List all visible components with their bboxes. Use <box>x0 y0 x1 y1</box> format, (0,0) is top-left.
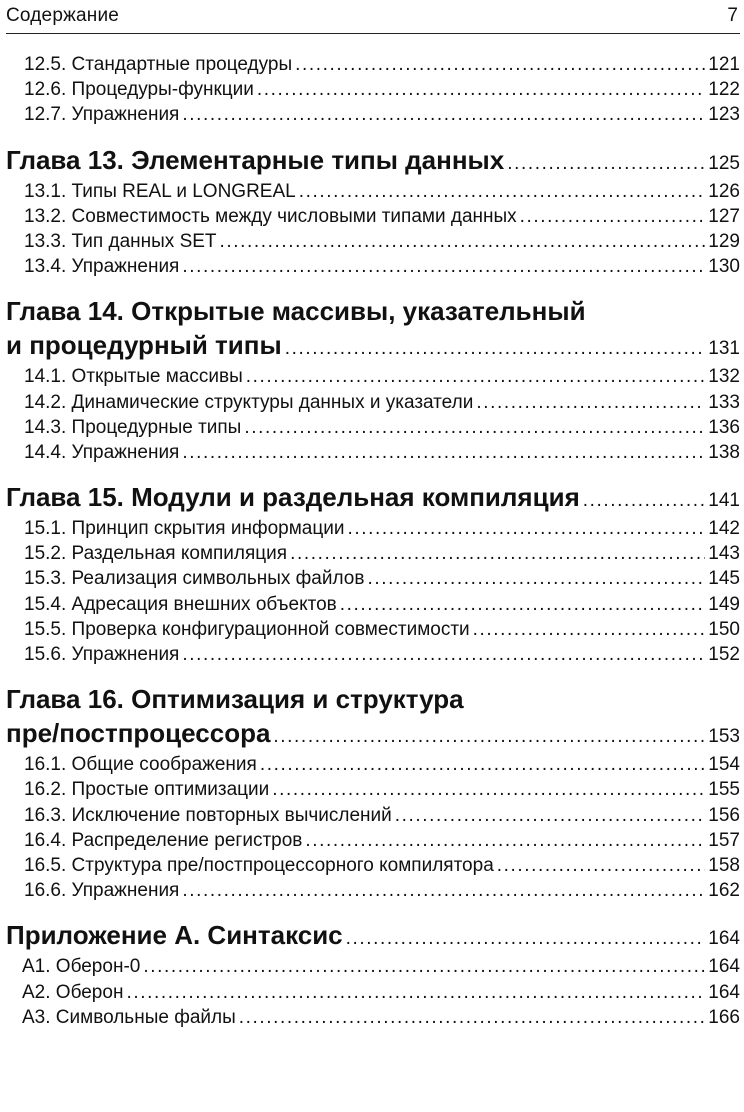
toc-entry[interactable] <box>0 1005 744 1030</box>
chapter-block <box>0 684 744 903</box>
toc-entry[interactable] <box>0 254 744 279</box>
toc-entry[interactable] <box>0 440 744 465</box>
toc-entry-label: А1. Оберон-0 <box>22 956 141 978</box>
toc-entry-page: 166 <box>708 1006 740 1028</box>
chapter-page: 141 <box>708 490 740 512</box>
toc-entry-page: 126 <box>708 180 740 202</box>
dot-leader <box>367 566 705 591</box>
toc-entry-label: 14.3. Процедурные типы <box>24 416 242 438</box>
toc-entry[interactable] <box>0 752 744 777</box>
toc-entry-label: 14.1. Открытые массивы <box>24 366 243 388</box>
dot-leader <box>143 954 705 979</box>
chapter-page: 125 <box>708 152 740 174</box>
toc-entry-page: 130 <box>708 256 740 278</box>
dot-leader <box>583 485 706 516</box>
toc-entry-page: 121 <box>708 54 740 75</box>
toc-entry-label: 16.2. Простые оптимизации <box>24 779 270 801</box>
dot-leader <box>220 229 706 254</box>
toc-entry-label: 13.1. Типы REAL и LONGREAL <box>24 180 296 202</box>
chapter-entry[interactable] <box>0 920 744 954</box>
toc-entry-label: 15.2. Раздельная компиляция <box>24 543 288 565</box>
dot-leader <box>340 592 706 617</box>
toc-entry-page: 157 <box>708 829 740 851</box>
dot-leader <box>182 102 705 127</box>
toc-entry-page: 142 <box>708 518 740 540</box>
chapter-title: Глава 13. Элементарные типы данных <box>6 144 505 175</box>
toc-entry[interactable] <box>0 954 744 979</box>
chapter-block <box>0 482 744 667</box>
chapter-entry[interactable] <box>0 718 744 752</box>
toc-entry[interactable] <box>0 617 744 642</box>
toc-entry[interactable] <box>0 516 744 541</box>
chapter-page: 164 <box>708 928 740 950</box>
dot-leader <box>257 77 705 102</box>
chapter-title: Глава 15. Модули и раздельная компиляция <box>6 482 580 513</box>
toc-entry-page: 145 <box>708 568 740 590</box>
toc-entry-page: 156 <box>708 804 740 826</box>
dot-leader <box>126 980 705 1005</box>
dot-leader <box>290 541 705 566</box>
dot-leader <box>273 721 705 752</box>
dot-leader <box>182 878 705 903</box>
toc-entry-page: 138 <box>708 441 740 463</box>
chapter-title-line1[interactable]: Глава 16. Оптимизация и структура <box>6 684 464 715</box>
toc-entry-page: 132 <box>708 366 740 388</box>
toc-entry-label: 16.6. Упражнения <box>24 880 180 902</box>
toc-entry[interactable] <box>0 229 744 254</box>
toc-entry[interactable] <box>0 102 744 127</box>
running-head-title: Содержание <box>6 5 120 26</box>
chapter-block <box>0 145 744 280</box>
toc-entry[interactable] <box>0 77 744 102</box>
dot-leader <box>299 179 706 204</box>
dot-leader <box>295 52 705 77</box>
dot-leader <box>497 853 706 878</box>
toc-entry-label: 15.4. Адресация внешних объектов <box>24 593 337 615</box>
toc-entry-label: А3. Символьные файлы <box>22 1006 236 1028</box>
toc-entry-page: 164 <box>708 956 740 978</box>
dot-leader <box>182 440 705 465</box>
toc-entry-label: 15.5. Проверка конфигурационной совместимости <box>24 618 470 640</box>
dot-leader <box>285 333 706 364</box>
table-of-contents <box>0 52 744 1047</box>
chapter-title-line1[interactable]: Глава 14. Открытые массивы, указательный <box>6 296 586 327</box>
chapter-title: Приложение А. Синтаксис <box>6 920 343 951</box>
dot-leader <box>239 1005 706 1030</box>
toc-entry-page: 123 <box>708 104 740 126</box>
toc-entry-label: 12.6. Процедуры-функции <box>24 79 254 101</box>
running-head <box>6 0 740 34</box>
chapter-page: 131 <box>708 338 740 360</box>
chapter-entry[interactable] <box>0 482 744 516</box>
toc-entry-label: 15.6. Упражнения <box>24 644 180 665</box>
dot-leader <box>346 923 706 954</box>
toc-entry[interactable] <box>0 415 744 440</box>
toc-entry-page: 133 <box>708 391 740 413</box>
dot-leader <box>395 803 706 828</box>
toc-entry-label: 12.7. Упражнения <box>24 104 180 126</box>
dot-leader <box>246 364 706 389</box>
toc-entry[interactable] <box>0 204 744 229</box>
toc-entry[interactable] <box>0 777 744 802</box>
toc-entry-page: 127 <box>708 205 740 227</box>
chapter-entry[interactable] <box>0 145 744 179</box>
dot-leader <box>244 415 705 440</box>
dot-leader <box>182 642 705 667</box>
toc-entry-label: 15.3. Реализация символьных файлов <box>24 568 365 590</box>
chapter-block <box>0 296 744 465</box>
toc-entry[interactable] <box>0 592 744 617</box>
toc-entry-label: 12.5. Стандартные процедуры <box>24 54 293 75</box>
toc-entry-page: 164 <box>708 981 740 1003</box>
toc-entry-page: 129 <box>708 230 740 252</box>
toc-entry-label: 14.2. Динамические структуры данных и указатели <box>24 391 474 413</box>
toc-entry[interactable] <box>0 364 744 389</box>
toc-entry-label: 13.3. Тип данных SET <box>24 230 217 252</box>
dot-leader <box>272 777 705 802</box>
toc-entry-page: 154 <box>708 754 740 776</box>
toc-entry-page: 122 <box>708 79 740 101</box>
toc-entry-label: 16.4. Распределение регистров <box>24 829 303 851</box>
toc-entry-label: 13.4. Упражнения <box>24 256 180 278</box>
toc-entry-label: 16.3. Исключение повторных вычислений <box>24 804 392 826</box>
toc-entry[interactable] <box>0 566 744 591</box>
toc-entry-label: 16.5. Структура пре/постпроцессорного компилятора <box>24 854 494 876</box>
toc-entry-page: 158 <box>708 854 740 876</box>
toc-entry[interactable] <box>0 853 744 878</box>
top-sections <box>0 52 744 128</box>
toc-entry[interactable] <box>0 980 744 1005</box>
toc-entry-page: 149 <box>708 593 740 615</box>
toc-entry-page: 143 <box>708 543 740 565</box>
toc-entry-label: 16.1. Общие соображения <box>24 754 257 776</box>
dot-leader <box>260 752 705 777</box>
toc-entry-label: 15.1. Принцип скрытия информации <box>24 518 345 540</box>
dot-leader <box>347 516 705 541</box>
toc-entry-page: 162 <box>708 880 740 902</box>
toc-entry[interactable] <box>0 390 744 415</box>
toc-entry[interactable] <box>0 878 744 903</box>
dot-leader <box>520 204 706 229</box>
dot-leader <box>305 828 705 853</box>
toc-entry[interactable] <box>0 541 744 566</box>
page-number: 7 <box>727 5 738 26</box>
toc-entry[interactable] <box>0 642 744 667</box>
dot-leader <box>182 254 705 279</box>
toc-entry-page: 152 <box>708 644 740 665</box>
chapter-title: и процедурный типы <box>6 330 282 361</box>
toc-entry-label: 14.4. Упражнения <box>24 441 180 463</box>
toc-entry[interactable] <box>0 828 744 853</box>
toc-entry[interactable] <box>0 52 744 77</box>
chapter-page: 153 <box>708 726 740 748</box>
toc-entry-label: 13.2. Совместимость между числовыми типами данных <box>24 205 517 227</box>
toc-entry[interactable] <box>0 803 744 828</box>
chapter-title: пре/постпроцессора <box>6 718 271 749</box>
chapter-entry[interactable] <box>0 330 744 364</box>
toc-entry-page: 155 <box>708 779 740 801</box>
toc-entry-page: 136 <box>708 416 740 438</box>
chapter-block <box>0 920 744 1030</box>
toc-entry[interactable] <box>0 179 744 204</box>
toc-entry-label: А2. Оберон <box>22 981 124 1003</box>
dot-leader <box>473 617 706 642</box>
toc-entry-page: 150 <box>708 618 740 640</box>
dot-leader <box>507 148 705 179</box>
dot-leader <box>476 390 705 415</box>
